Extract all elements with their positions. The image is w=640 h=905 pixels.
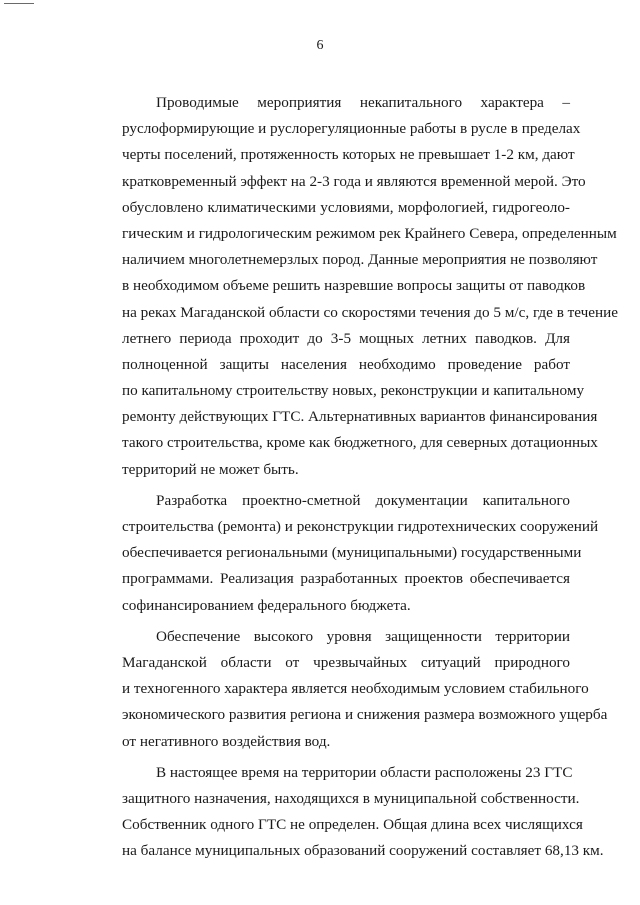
text-line: от негативного воздействия вод. <box>122 732 331 750</box>
text-line: гическим и гидрологическим режимом рек Крайнего Севера, определенным <box>122 224 617 242</box>
text-line: Магаданской области от чрезвычайных ситуаций природного <box>122 653 570 671</box>
page-number: 6 <box>316 38 324 53</box>
text-line: Собственник одного ГТС не определен. Общая длина всех числящихся <box>122 816 583 834</box>
text-line: полноценной защиты населения необходимо проведение работ <box>122 355 570 373</box>
text-line: такого строительства, кроме как бюджетного, для северных дотационных <box>122 434 598 452</box>
text-line: экономического развития региона и снижения размера возможного ущерба <box>122 706 608 724</box>
document-body <box>88 90 619 869</box>
text-line: по капитальному строительству новых, реконструкции и капитальному <box>122 382 585 400</box>
text-line: софинансированием федерального бюджета. <box>122 596 411 614</box>
text-line: руслоформирующие и руслорегуляционные работы в русле в пределах <box>122 120 581 138</box>
text-line: строительства (ремонта) и реконструкции гидротехнических сооружений <box>122 518 599 535</box>
text-line: программами. Реализация разработанных проектов обеспечивается <box>122 570 570 588</box>
paragraph-hydraulic-structures-count <box>88 760 604 865</box>
paragraph-design-documentation <box>88 488 599 619</box>
text-line: в необходимом объеме решить назревшие вопросы защиты от паводков <box>122 277 586 295</box>
text-line: обеспечивается региональными (муниципальными) государственными <box>122 544 582 562</box>
text-line: наличием многолетнемерзлых пород. Данные мероприятия не позволяют <box>122 251 598 269</box>
text-line: на балансе муниципальных образований сооружений составляет 68,13 км. <box>122 842 604 860</box>
scan-edge-mark <box>4 0 34 4</box>
text-line: территорий не может быть. <box>122 460 299 478</box>
paragraph-protection-level <box>88 624 608 755</box>
paragraph-nonstructural-measures <box>88 90 619 483</box>
text-line: ремонту действующих ГТС. Альтернативных вариантов финансирования <box>122 408 598 426</box>
text-line: на реках Магаданской области со скоростями течения до 5 м/с, где в течение <box>122 303 619 321</box>
text-line: защитного назначения, находящихся в муниципальной собственности. <box>122 789 580 807</box>
text-line: кратковременный эффект на 2-3 года и являются временной мерой. Это <box>122 172 586 190</box>
text-line: и техногенного характера является необходимым условием стабильного <box>122 680 589 698</box>
text-line: черты поселений, протяженность которых не превышает 1-2 км, дают <box>122 146 575 164</box>
text-line: Проводимые мероприятия некапитального характера – <box>156 94 570 111</box>
text-line: летнего периода проходит до 3-5 мощных летних паводков. Для <box>122 329 570 347</box>
text-line: Разработка проектно-сметной документации капитального <box>156 491 570 509</box>
text-line: обусловлено климатическими условиями, морфологией, гидрогеоло- <box>122 198 570 216</box>
text-line: Обеспечение высокого уровня защищенности территории <box>156 627 570 645</box>
text-line: В настоящее время на территории области расположены 23 ГТС <box>156 763 573 781</box>
